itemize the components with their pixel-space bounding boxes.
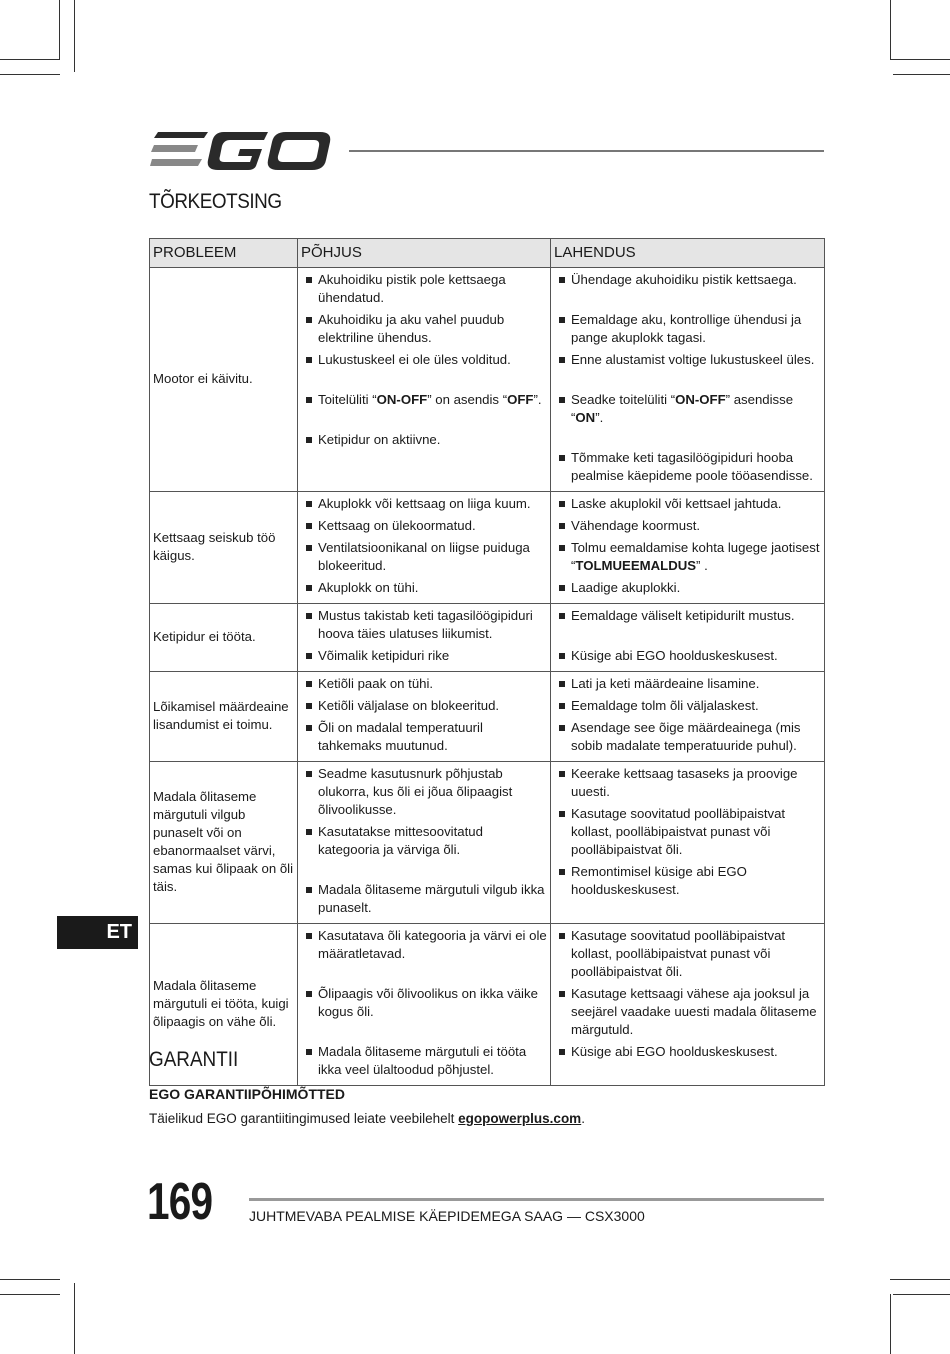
warranty-text-before: Täielikud EGO garantiitingimused leiate veebilehelt: [149, 1111, 459, 1126]
cause-cell: [298, 268, 551, 492]
column-header-problem: PROBLEEM: [150, 239, 298, 268]
footer-rule: [249, 1198, 824, 1201]
list-item: Kasutage soovitatud poolläbipaistvat kollast, poolläbipaistvat punast või poolläbipaistvat õli.: [554, 927, 821, 981]
problem-cell: Kettsaag seiskub töö käigus.: [150, 492, 298, 604]
page-number: 169: [147, 1173, 213, 1231]
solution-cell: [551, 268, 825, 492]
list-item: Akuhoidiku ja aku vahel puudub elektriline ühendus.: [301, 311, 547, 347]
crop-mark: [893, 74, 950, 75]
problem-cell: Lõikamisel määrdeaine lisandumist ei toimu.: [150, 672, 298, 762]
crop-mark: [0, 1294, 60, 1295]
warranty-subheading: EGO GARANTIIPÕHIMÕTTED: [149, 1086, 345, 1102]
list-item: Kasutage kettsaagi vähese aja jooksul ja seejärel vaadake uuesti madala õlitaseme märgutuld.: [554, 985, 821, 1039]
crop-mark: [0, 74, 60, 75]
list-item: Ühendage akuhoidiku pistik kettsaega.: [554, 271, 821, 289]
crop-mark: [0, 1279, 60, 1280]
list-item: Akuplokk või kettsaag on liiga kuum.: [301, 495, 547, 513]
cause-cell: [298, 604, 551, 672]
column-header-cause: PÕHJUS: [298, 239, 551, 268]
list-item: Enne alustamist voltige lukustuskeel üles.: [554, 351, 821, 369]
list-item: Laadige akuplokki.: [554, 579, 821, 597]
list-item: Võimalik ketipiduri rike: [301, 647, 547, 665]
list-item: Kasutage soovitatud poolläbipaistvat kollast, poolläbipaistvat punast või poolläbipaistvat õli.: [554, 805, 821, 859]
list-item: Tolmu eemaldamise kohta lugege jaotisest “TOLMUEEMALDUS” .: [554, 539, 821, 575]
list-item: Õlipaagis või õlivoolikus on ikka väike kogus õli.: [301, 985, 547, 1021]
solution-cell: [551, 604, 825, 672]
list-item: Ketiõli paak on tühi.: [301, 675, 547, 693]
warranty-text: [149, 1111, 585, 1126]
footer-product: JUHTMEVABA PEALMISE KÄEPIDEMEGA SAAG — CSX3000: [249, 1208, 645, 1224]
solution-cell: [551, 924, 825, 1086]
list-item: Eemaldage väliselt ketipidurilt mustus.: [554, 607, 821, 625]
list-item: Madala õlitaseme märgutuli vilgub ikka punaselt.: [301, 881, 547, 917]
list-item: Ketipidur on aktiivne.: [301, 431, 547, 449]
crop-mark: [893, 1294, 950, 1295]
list-item: Kettsaag on ülekoormatud.: [301, 517, 547, 535]
list-item: Kasutatava õli kategooria ja värvi ei ole määratletavad.: [301, 927, 547, 963]
warranty-text-after: .: [581, 1111, 585, 1126]
crop-mark: [890, 0, 891, 60]
crop-mark: [890, 1294, 891, 1354]
list-item: Eemaldage aku, kontrollige ühendusi ja pange akuplokk tagasi.: [554, 311, 821, 347]
crop-mark: [890, 59, 950, 60]
table-row: [150, 604, 825, 672]
solution-cell: [551, 672, 825, 762]
solution-cell: [551, 492, 825, 604]
list-item: Seadke toitelüliti “ON-OFF” asendisse “ON”.: [554, 391, 821, 427]
table-row: [150, 672, 825, 762]
list-item: Vähendage koormust.: [554, 517, 821, 535]
section-title: TÕRKEOTSING: [149, 190, 282, 213]
crop-mark: [74, 1283, 75, 1354]
crop-mark: [0, 59, 60, 60]
header-rule: [349, 150, 824, 152]
language-tab: ET: [57, 916, 138, 949]
list-item: Asendage see õige määrdeainega (mis sobib madalate temperatuuride puhul).: [554, 719, 821, 755]
list-item: Toitelüliti “ON-OFF” on asendis “OFF”.: [301, 391, 547, 409]
crop-mark: [59, 0, 60, 60]
list-item: Eemaldage tolm õli väljalaskest.: [554, 697, 821, 715]
cause-cell: [298, 492, 551, 604]
table-row: [150, 924, 825, 1086]
troubleshooting-table: [149, 238, 825, 1086]
table-row: [150, 268, 825, 492]
list-item: Akuhoidiku pistik pole kettsaega ühendatud.: [301, 271, 547, 307]
warranty-heading: GARANTII: [149, 1048, 239, 1071]
problem-cell: Mootor ei käivitu.: [150, 268, 298, 492]
warranty-link[interactable]: egopowerplus.com: [458, 1111, 582, 1126]
crop-mark: [890, 1279, 950, 1280]
crop-mark: [74, 0, 75, 72]
table-row: [150, 762, 825, 924]
list-item: Kasutatakse mittesoovitatud kategooria ja värviga õli.: [301, 823, 547, 859]
list-item: Keerake kettsaag tasaseks ja proovige uuesti.: [554, 765, 821, 801]
cause-cell: [298, 762, 551, 924]
cause-cell: [298, 924, 551, 1086]
problem-cell: Ketipidur ei tööta.: [150, 604, 298, 672]
list-item: Õli on madalal temperatuuril tahkemaks muutunud.: [301, 719, 547, 755]
list-item: Madala õlitaseme märgutuli ei tööta ikka veel ülaltoodud põhjustel.: [301, 1043, 547, 1079]
column-header-solution: LAHENDUS: [551, 239, 825, 268]
list-item: Ketiõli väljalase on blokeeritud.: [301, 697, 547, 715]
problem-cell: Madala õlitaseme märgutuli vilgub punaselt või on ebanormaalset värvi, samas kui õlipaak on õli täis.: [150, 762, 298, 924]
list-item: Tõmmake keti tagasilöögipiduri hooba pealmise käepideme poole tööasendisse.: [554, 449, 821, 485]
solution-cell: [551, 762, 825, 924]
table-row: [150, 492, 825, 604]
list-item: Küsige abi EGO hoolduskeskusest.: [554, 647, 821, 665]
list-item: Laske akuplokil või kettsael jahtuda.: [554, 495, 821, 513]
list-item: Akuplokk on tühi.: [301, 579, 547, 597]
list-item: Lati ja keti määrdeaine lisamine.: [554, 675, 821, 693]
problem-cell: Madala õlitaseme märgutuli ei tööta, kuigi õlipaagis on vähe õli.: [150, 924, 298, 1086]
list-item: Remontimisel küsige abi EGO hoolduskeskusest.: [554, 863, 821, 899]
ego-logo: [150, 128, 332, 174]
cause-cell: [298, 672, 551, 762]
list-item: Mustus takistab keti tagasilöögipiduri hoova täies ulatuses liikumist.: [301, 607, 547, 643]
list-item: Seadme kasutusnurk põhjustab olukorra, kus õli ei jõua õlipaagist õlivoolikusse.: [301, 765, 547, 819]
list-item: Lukustuskeel ei ole üles volditud.: [301, 351, 547, 369]
list-item: Ventilatsioonikanal on liigse puiduga blokeeritud.: [301, 539, 547, 575]
list-item: Küsige abi EGO hoolduskeskusest.: [554, 1043, 821, 1061]
